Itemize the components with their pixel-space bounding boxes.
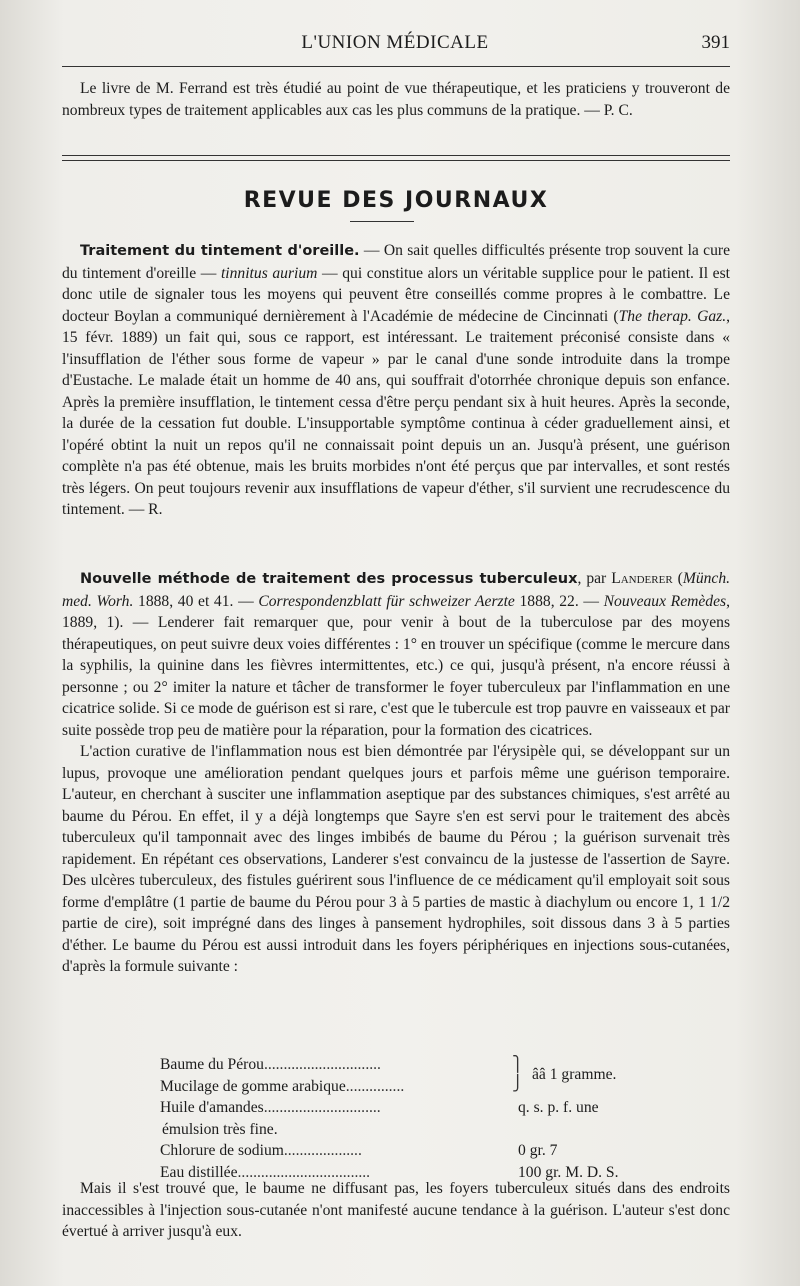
text-segment: — qui constitue alors un véritable supplice pour le patient. Il est donc utile de signaler tous les moyens qui peuvent être conseillés comme propres à le combattre. Le docteur Boylan a communiqué dernièrement à l'Académie de médecine de Cincinnati (	[62, 264, 730, 325]
header-rule	[62, 66, 730, 67]
leader-dots: ....................	[283, 1142, 362, 1159]
article-paragraph: Mais il s'est trouvé que, le baume ne diffusant pas, les foyers tuberculeux situés dans des endroits inaccessibles à l'injection sous-cutanée n'ont manifesté aucune tendance à la guérison. L'auteur s'est donc évertué à arriver jusqu'à eux.	[62, 1180, 730, 1240]
formula-ingredient: émulsion très fine.	[162, 1120, 278, 1138]
formula-quantity: q. s. p. f. une	[518, 1099, 599, 1116]
formula-ingredient: Baume du Pérou	[160, 1056, 264, 1073]
article-heading: Nouvelle méthode de traitement des processus tuberculeux	[80, 571, 578, 587]
author-name: Landerer	[611, 570, 673, 587]
leader-dots: ..............................	[263, 1056, 381, 1073]
page-number: 391	[701, 32, 730, 53]
section-double-rule	[62, 155, 730, 161]
text-segment: — On sait quelles difficultés présente trop souvent la cure du tintement d'oreille —	[62, 242, 730, 282]
formula-ingredient: Mucilage de gomme arabique	[160, 1077, 346, 1095]
citation: The therap. Gaz.	[618, 307, 727, 325]
brace-mark: ⎫ ⎭	[512, 1057, 524, 1092]
citation: Correspondenzblatt für schweizer Aerzte	[258, 592, 515, 610]
text-segment: , 15 févr. 1889) un fait qui, sous ce rapport, est intéressant. Le traitement préconisé consiste dans « l'insufflation de l'éther sous forme de vapeur » par le canal d'une sonde introduite dans la trompe d'Eustache. Le malade était un homme de 40 ans, qui souffrait d'otorrhée chronique depuis son enfance. Après la première insufflation, le tintement cessa d'être perçu pendant six à huit heures. Après la seconde, la durée de la cessation fut double. L'insupportable symptôme continua à céder graduellement ainsi, et l'opéré obtint la nuit un repos qu'il ne connaissait point depuis un an. Jusqu'à présent, une guérison complète n'a pas été obtenue, mais les bruits morbides n'ont été perçus que par intervalles, et sont restés très légers. On peut toujours revenir aux insufflations de vapeur d'éther, s'il survient une recrudescence du tintement. — R.	[62, 307, 730, 518]
citation: Münch. med. Worh.	[62, 570, 731, 610]
article-tuberculose	[62, 568, 730, 978]
brace-quantity: ââ 1 gramme.	[532, 1066, 617, 1083]
formula-ingredient: Huile d'amandes	[160, 1099, 264, 1116]
leader-dots: ..............................	[263, 1099, 381, 1116]
leader-dots: ...............	[345, 1077, 405, 1095]
text-segment: Lenderer fait remarquer que, pour venir à bout de la tuberculose par des moyens thérapeutiques, on peut suivre deux voies différentes : 1° en trouver un spécifique (comme le mercure dans la syphilis, la quinine dans les fièvres intermittentes, etc.) ce qui, jusqu'à présent, n'a encore réussi à personne ; ou 2° imiter la nature et tâcher de transformer le foyer tuberculeux par l'inflammation en une cicatrice solide. Si ce mode de guérison est si rare, c'est que le tubercule est trop pauvre en vaisseaux et par suite possède trop peu de matière pour la réparation, pour la formation des cicatrices.	[62, 614, 731, 739]
text-segment: 1888, 22. —	[514, 592, 604, 610]
formula-row	[160, 1140, 680, 1162]
formula-ingredient: Chlorure de sodium	[160, 1142, 284, 1159]
article-paragraph: L'action curative de l'inflammation nous est bien démontrée par l'érysipèle qui, se développant sur un lupus, provoque une amélioration pendant quelques jours et parfois même une guérison temporaire. L'auteur, en cherchant à susciter une inflammation aseptique par des substances chimiques, s'est arrêté au baume du Pérou. En effet, il y a déjà longtemps que Sayre s'en est servi pour le traitement des abcès tuberculeux qu'il tamponnait avec des linges imbibés de baume du Pérou ; la guérison survenait très rapidement. En répétant ces observations, Landerer s'est convaincu de la justesse de l'assertion de Sayre. Des ulcères tuberculeux, des fistules guérirent sous l'influence de ce médicament qu'il employait soit sous forme d'emplâtre (1 partie de baume du Pérou pour 3 à 5 parties de mastic à diachylum ou encore 1, 1 1/2 partie de cire), soit imprégné dans des linges à pansement hydrophiles, soit dissous dans 3 à 5 parties d'éther. Le baume du Pérou est aussi introduit dans les foyers périphériques en injections sous-cutanées, d'après la formule suivante :	[62, 743, 730, 975]
article-paragraph	[62, 240, 730, 521]
article-paragraph	[62, 568, 730, 741]
formula-block	[160, 1054, 680, 1183]
formula-row	[160, 1097, 680, 1119]
formula-ingredient: Eau distillée	[160, 1163, 238, 1181]
running-head: L'UNION MÉDICALE	[301, 32, 489, 53]
leader-dots: ..................................	[237, 1163, 371, 1181]
article-heading: Traitement du tintement d'oreille.	[80, 243, 360, 259]
intro-paragraph: Le livre de M. Ferrand est très étudié au point de vue thérapeutique, et les praticiens y trouveront de nombreux types de traitement applicables aux cas les plus communs de la pratique. — P. C.	[62, 80, 730, 119]
page-header	[60, 30, 730, 60]
section-title: REVUE DES JOURNAUX	[243, 188, 549, 213]
title-underline	[350, 221, 414, 222]
text-segment: (	[672, 570, 683, 587]
formula-row	[160, 1119, 680, 1141]
text-segment: , par	[577, 570, 612, 587]
text-segment: , 1889, 1). —	[62, 592, 730, 631]
citation: Nouveaux Remèdes	[603, 592, 727, 610]
text-segment: 1888, 40 et 41. —	[133, 592, 259, 610]
latin-term: tinnitus aurium	[220, 264, 318, 282]
formula-quantity: 0 gr. 7	[518, 1142, 558, 1159]
formula-quantity: 100 gr. M. D. S.	[518, 1163, 619, 1181]
formula-quantity	[512, 1119, 680, 1141]
closing-paragraph	[62, 1178, 730, 1243]
article-tintement	[62, 240, 730, 521]
